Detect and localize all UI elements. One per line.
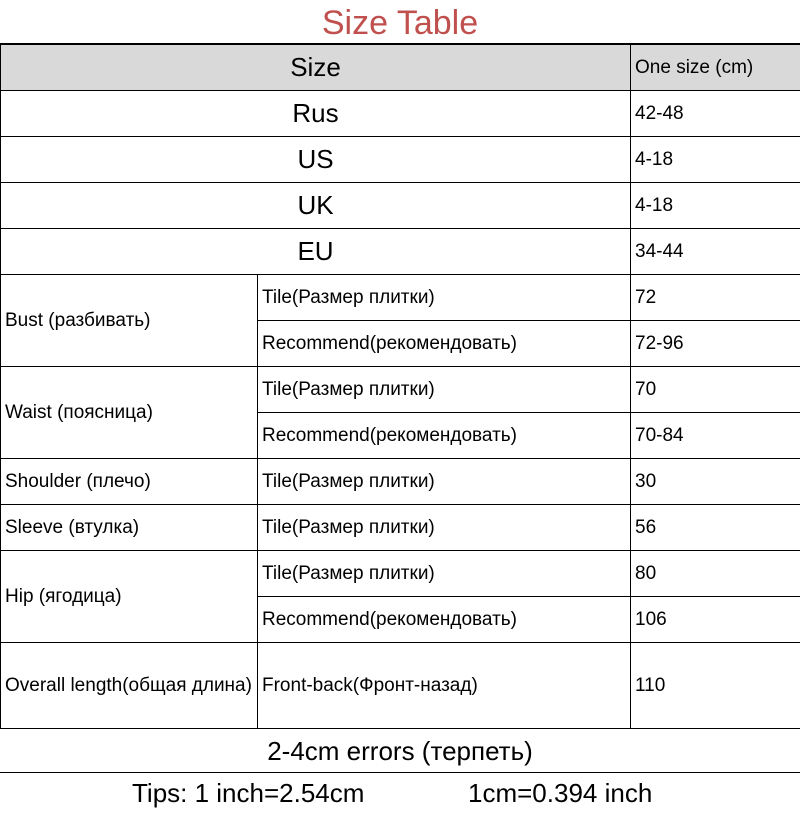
sleeve-label: Sleeve (втулка) [1,505,258,551]
table-row [1,183,800,229]
length-value: 110 [631,643,800,729]
waist-tile-value: 70 [631,367,800,413]
size-table [0,44,800,729]
table-row [1,229,800,275]
waist-recommend-value: 70-84 [631,413,800,459]
page-title: Size Table [0,0,800,44]
shoulder-tile-value: 30 [631,459,800,505]
region-uk-value: 4-18 [631,183,800,229]
region-us-value: 4-18 [631,137,800,183]
size-header: Size [1,45,631,91]
bust-recommend-label: Recommend(рекомендовать) [258,321,631,367]
waist-recommend-label: Recommend(рекомендовать) [258,413,631,459]
bust-tile-label: Tile(Размер плитки) [258,275,631,321]
hip-recommend-label: Recommend(рекомендовать) [258,597,631,643]
hip-recommend-value: 106 [631,597,800,643]
bust-label: Bust (разбивать) [1,275,258,367]
table-row [1,505,800,551]
sleeve-tile-label: Tile(Размер плитки) [258,505,631,551]
length-label: Overall length(общая длина) [1,643,258,729]
region-uk: UK [1,183,631,229]
hip-tile-label: Tile(Размер плитки) [258,551,631,597]
table-header-row [1,45,800,91]
bust-tile-value: 72 [631,275,800,321]
one-size-header: One size (cm) [631,45,800,91]
waist-label: Waist (поясница) [1,367,258,459]
hip-tile-value: 80 [631,551,800,597]
table-row [1,459,800,505]
table-row [1,91,800,137]
bust-recommend-value: 72-96 [631,321,800,367]
table-row [1,367,800,413]
table-row [1,137,800,183]
table-row [1,275,800,321]
region-rus: Rus [1,91,631,137]
region-eu: EU [1,229,631,275]
tip-cm: 1cm=0.394 inch [468,773,652,813]
region-eu-value: 34-44 [631,229,800,275]
shoulder-tile-label: Tile(Размер плитки) [258,459,631,505]
region-us: US [1,137,631,183]
tip-inch: Tips: 1 inch=2.54cm [132,773,364,813]
length-sub-label: Front-back(Фронт-назад) [258,643,631,729]
sleeve-tile-value: 56 [631,505,800,551]
shoulder-label: Shoulder (плечо) [1,459,258,505]
region-rus-value: 42-48 [631,91,800,137]
table-row [1,643,800,729]
tips-line [0,773,800,811]
waist-tile-label: Tile(Размер плитки) [258,367,631,413]
hip-label: Hip (ягодица) [1,551,258,643]
errors-note: 2-4cm errors (терпеть) [0,729,800,773]
table-row [1,551,800,597]
